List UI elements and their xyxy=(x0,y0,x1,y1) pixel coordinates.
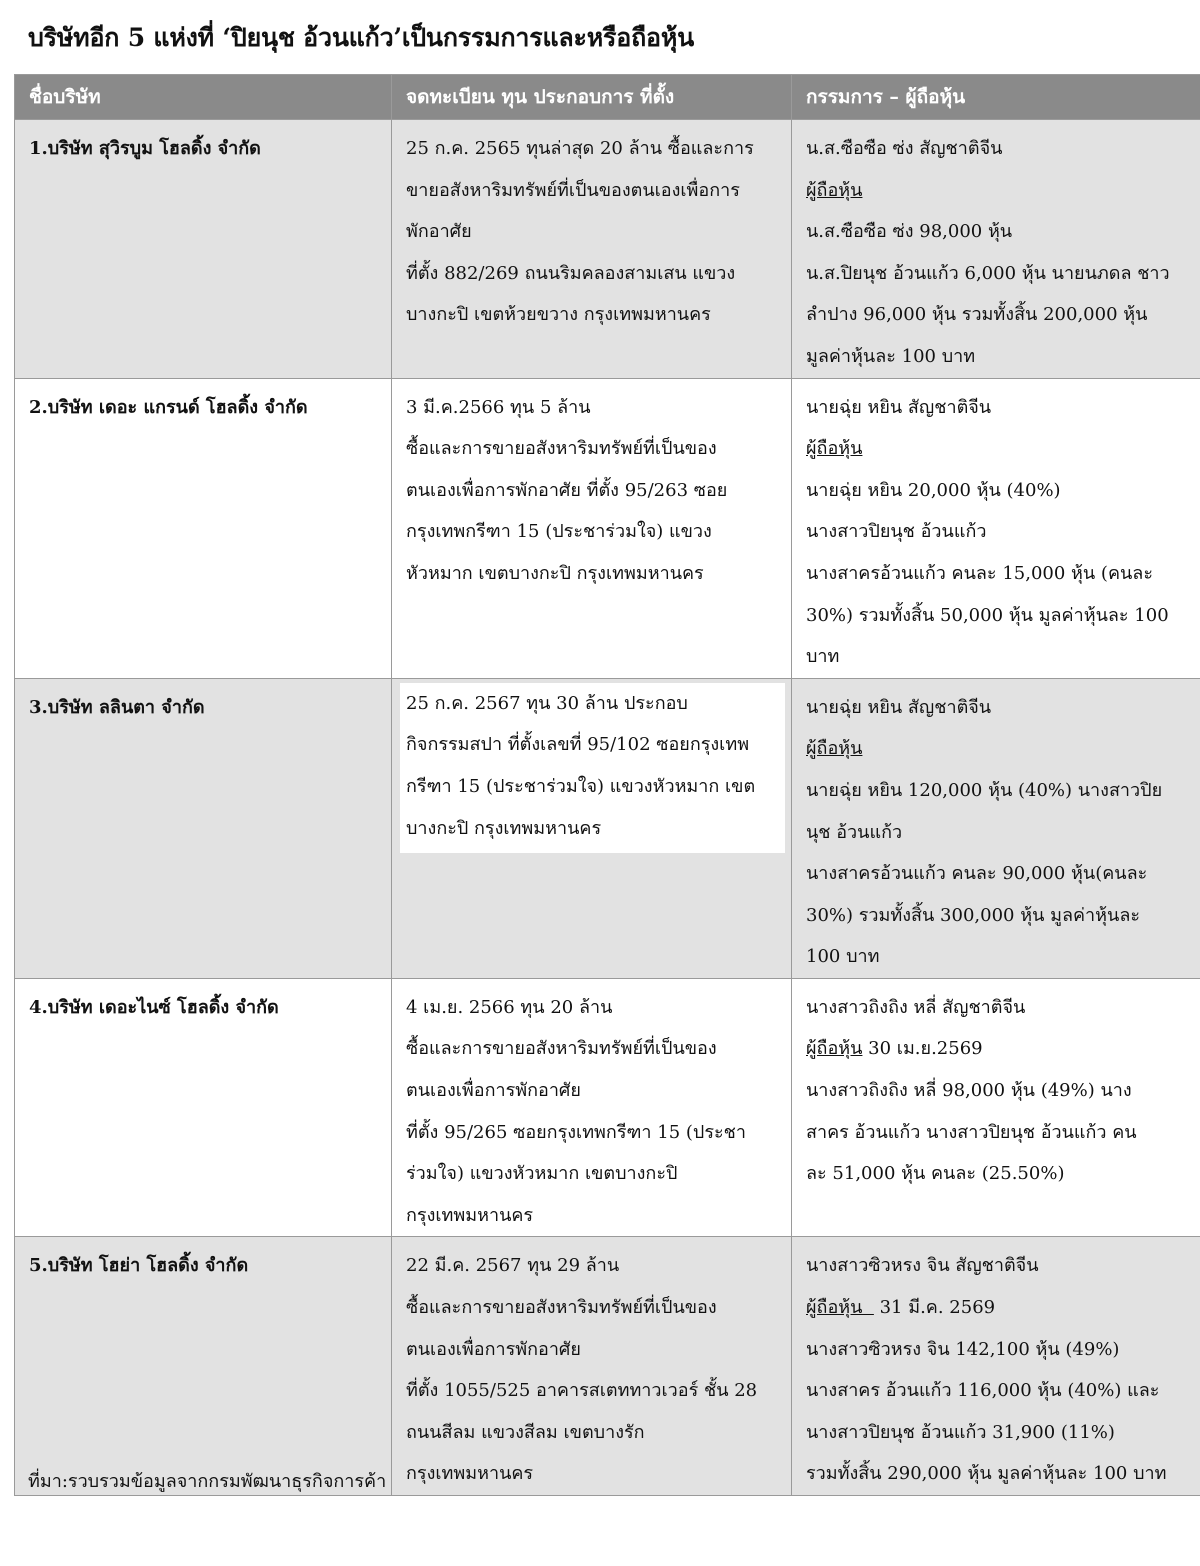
director-line: นางสาวถิงถิง หลี่ 98,000 หุ้น (49%) นาง xyxy=(806,1080,1132,1102)
company-name: 5.บริษัท โฮย่า โฮลดิ้ง จำกัด xyxy=(15,1237,392,1496)
source-note: ที่มา:รวบรวมข้อมูลจากกรมพัฒนาธุรกิจการค้า xyxy=(28,1471,387,1492)
director-line: นางสาวซิวหรง จิน สัญชาติจีน xyxy=(806,1255,1039,1277)
table-row xyxy=(15,120,1200,379)
director-line: น.ส.ปิยนุช อ้วนแก้ว 6,000 หุ้น นายนภดล ชาว xyxy=(806,262,1170,284)
registration-highlight-box xyxy=(400,683,785,853)
header-directors: กรรมการ – ผู้ถือหุ้น xyxy=(792,75,1200,120)
shareholders-label: ผู้ถือหุ้น xyxy=(806,1038,863,1060)
director-line: น.ส.ซือซือ ซ่ง 98,000 หุ้น xyxy=(806,221,1013,243)
registration-line: ตนเองเพื่อการพักอาศัย xyxy=(406,1338,581,1360)
table-row xyxy=(15,678,1200,978)
shareholders-date: 30 เม.ย.2569 xyxy=(862,1038,983,1060)
director-line: นางสาวปิยนุช อ้วนแก้ว 31,900 (11%) xyxy=(806,1421,1115,1443)
director-line: ละ 51,000 หุ้น คนละ (25.50%) xyxy=(806,1163,1065,1185)
registration-cell xyxy=(392,378,792,678)
director-line: สาคร อ้วนแก้ว นางสาวปิยนุช อ้วนแก้ว คน xyxy=(806,1121,1137,1143)
registration-line: ที่ตั้ง 882/269 ถนนริมคลองสามเสน แขวง xyxy=(406,262,736,284)
director-line: นายฉุ่ย หยิน 120,000 หุ้น (40%) นางสาวปิย xyxy=(806,779,1163,801)
directors-cell xyxy=(792,378,1200,678)
director-line: นางสาวถิงถิง หลี่ สัญชาติจีน xyxy=(806,996,1026,1018)
registration-line: ซื้อและการขายอสังหาริมทรัพย์ที่เป็นของ xyxy=(406,1297,717,1319)
registration-cell xyxy=(392,678,792,978)
director-line: นางสาคร อ้วนแก้ว 116,000 หุ้น (40%) และ xyxy=(806,1380,1160,1402)
registration-line: 3 มี.ค.2566 ทุน 5 ล้าน xyxy=(406,396,591,418)
registration-line: ตนเองเพื่อการพักอาศัย xyxy=(406,1080,581,1102)
table-row xyxy=(15,378,1200,678)
director-line: รวมทั้งสิ้น 290,000 หุ้น มูลค่าหุ้นละ 100 บาท xyxy=(806,1463,1167,1485)
shareholders-label: ผู้ถือหุ้น xyxy=(806,438,863,460)
registration-line: ที่ตั้ง 1055/525 อาคารสเตททาวเวอร์ ชั้น 28 xyxy=(406,1380,758,1402)
director-line: 30%) รวมทั้งสิ้น 300,000 หุ้น มูลค่าหุ้นละ xyxy=(806,904,1141,926)
registration-cell xyxy=(392,1237,792,1496)
director-line: นางสาครอ้วนแก้ว คนละ 15,000 หุ้น (คนละ xyxy=(806,562,1153,584)
registration-line: ตนเองเพื่อการพักอาศัย ที่ตั้ง 95/263 ซอย xyxy=(406,479,728,501)
company-name: 2.บริษัท เดอะ แกรนด์ โฮลดิ้ง จำกัด xyxy=(15,378,392,678)
shareholders-label: ผู้ถือหุ้น xyxy=(806,738,863,760)
director-line: น.ส.ซือซือ ซ่ง สัญชาติจีน xyxy=(806,138,1003,159)
registration-line: พักอาศัย xyxy=(406,221,472,243)
header-company: ชื่อบริษัท xyxy=(15,75,392,120)
registration-line: 22 มี.ค. 2567 ทุน 29 ล้าน xyxy=(406,1255,620,1277)
registration-line: กรุงเทพมหานคร xyxy=(406,1204,534,1226)
shareholders-dated-line xyxy=(806,1287,1186,1329)
directors-cell xyxy=(792,678,1200,978)
director-line: นายฉุ่ย หยิน สัญชาติจีน xyxy=(806,696,992,718)
registration-line: ที่ตั้ง 95/265 ซอยกรุงเทพกรีฑา 15 (ประชา xyxy=(406,1121,746,1143)
directors-cell xyxy=(792,120,1200,379)
registration-line: บางกะปิ กรุงเทพมหานคร xyxy=(406,817,602,839)
registration-line: ขายอสังหาริมทรัพย์ที่เป็นของตนเองเพื่อการ xyxy=(406,179,740,201)
registration-line: กรุงเทพมหานคร xyxy=(406,1463,534,1485)
registration-cell xyxy=(392,120,792,379)
table-row xyxy=(15,1237,1200,1496)
shareholders-label: ผู้ถือหุ้น xyxy=(806,179,863,201)
directors-cell xyxy=(792,1237,1200,1496)
director-line: นุช อ้วนแก้ว xyxy=(806,821,903,843)
director-line: นายฉุ่ย หยิน สัญชาติจีน xyxy=(806,396,992,418)
shareholders-date: 31 มี.ค. 2569 xyxy=(873,1297,996,1319)
registration-line: บางกะปิ เขตห้วยขวาง กรุงเทพมหานคร xyxy=(406,304,711,326)
director-line: นางสาวซิวหรง จิน 142,100 หุ้น (49%) xyxy=(806,1338,1120,1360)
registration-line: กิจกรรมสปา ที่ตั้งเลขที่ 95/102 ซอยกรุงเทพ xyxy=(406,734,750,756)
registration-cell xyxy=(392,978,792,1237)
registration-line: กรีฑา 15 (ประชาร่วมใจ) แขวงหัวหมาก เขต xyxy=(406,775,756,797)
director-line: 30%) รวมทั้งสิ้น 50,000 หุ้น มูลค่าหุ้นละ 100 xyxy=(806,604,1169,626)
director-line: มูลค่าหุ้นละ 100 บาท xyxy=(806,345,976,367)
page-title: บริษัทอีก 5 แห่งที่ ‘ปิยนุช อ้วนแก้ว’เป็นกรรมการและหรือถือหุ้น xyxy=(28,23,694,52)
registration-line: กรุงเทพกรีฑา 15 (ประชาร่วมใจ) แขวง xyxy=(406,521,712,543)
director-line: 100 บาท xyxy=(806,946,880,968)
company-name: 3.บริษัท ลลินตา จำกัด xyxy=(15,678,392,978)
directors-cell xyxy=(792,978,1200,1237)
shareholders-label: ผู้ถือหุ้น xyxy=(806,1297,874,1319)
registration-line: ร่วมใจ) แขวงหัวหมาก เขตบางกะปิ xyxy=(406,1163,678,1185)
table-row xyxy=(15,978,1200,1237)
registration-line: หัวหมาก เขตบางกะปิ กรุงเทพมหานคร xyxy=(406,562,704,584)
registration-line: 25 ก.ค. 2567 ทุน 30 ล้าน ประกอบ xyxy=(406,692,688,714)
registration-line: ถนนสีลม แขวงสีลม เขตบางรัก xyxy=(406,1421,645,1443)
companies-table xyxy=(14,74,1200,1496)
registration-line: ซื้อและการขายอสังหาริมทรัพย์ที่เป็นของ xyxy=(406,438,717,460)
company-name: 1.บริษัท สุวิรบูม โฮลดิ้ง จำกัด xyxy=(15,120,392,379)
header-registration: จดทะเบียน ทุน ประกอบการ ที่ตั้ง xyxy=(392,75,792,120)
director-line: นางสาวปิยนุช อ้วนแก้ว xyxy=(806,521,987,543)
company-name: 4.บริษัท เดอะไนซ์ โฮลดิ้ง จำกัด xyxy=(15,978,392,1237)
registration-line: ซื้อและการขายอสังหาริมทรัพย์ที่เป็นของ xyxy=(406,1038,717,1060)
shareholders-dated-line xyxy=(806,1028,1186,1070)
director-line: บาท xyxy=(806,646,840,668)
director-line: นางสาครอ้วนแก้ว คนละ 90,000 หุ้น(คนละ xyxy=(806,863,1148,885)
table-header-row xyxy=(15,75,1200,120)
director-line: ลำปาง 96,000 หุ้น รวมทั้งสิ้น 200,000 หุ้น xyxy=(806,304,1148,326)
director-line: นายฉุ่ย หยิน 20,000 หุ้น (40%) xyxy=(806,479,1061,501)
registration-line: 4 เม.ย. 2566 ทุน 20 ล้าน xyxy=(406,996,613,1018)
registration-line: 25 ก.ค. 2565 ทุนล่าสุด 20 ล้าน ซื้อและการ xyxy=(406,138,754,159)
